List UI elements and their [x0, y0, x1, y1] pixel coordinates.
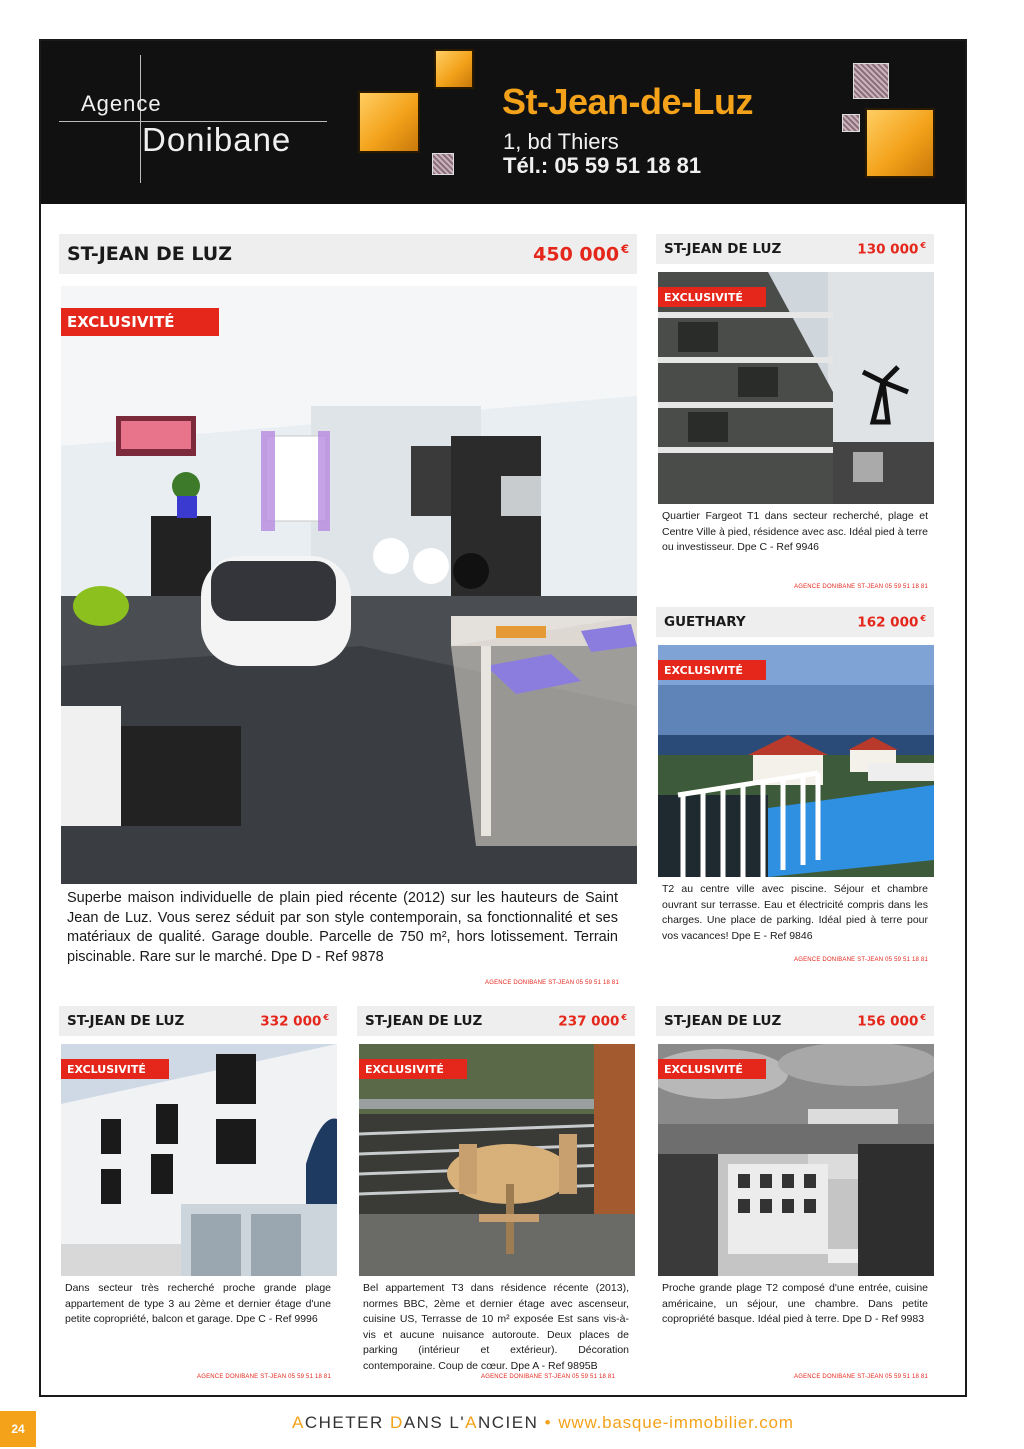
listing-description: T2 au centre ville avec piscine. Séjour et chambre ouvrant sur terrasse. Eau et électricité compris dans les charges. Une place de parking. Idéal pied à terre pour vos vacances! Dpe E - Ref 9846 [662, 883, 928, 942]
decor-gray-square-tiny [842, 114, 860, 132]
exclusivity-badge: EXCLUSIVITÉ [359, 1059, 467, 1079]
exclusivity-badge: EXCLUSIVITÉ [658, 660, 766, 680]
listing-location: ST-JEAN DE LUZ [365, 1013, 483, 1029]
listing-4[interactable] [59, 1006, 339, 1386]
listing-title-bar [59, 1006, 337, 1036]
agency-city: St-Jean-de-Luz [502, 81, 754, 122]
exclusivity-badge: EXCLUSIVITÉ [658, 1059, 766, 1079]
listing-price: 162 000 € [857, 613, 926, 631]
exclusivity-badge: EXCLUSIVITÉ [61, 1059, 169, 1079]
living-room-image [61, 286, 637, 884]
agency-phone: Tél.: 05 59 51 18 81 [503, 153, 702, 178]
listing-title-bar [656, 607, 934, 637]
listing-agency-contact: AGENCE DONIBANE ST-JEAN 05 59 51 18 81 [481, 1374, 615, 1380]
listing-location: ST-JEAN DE LUZ [67, 243, 233, 265]
listing-1[interactable] [59, 234, 639, 994]
listing-description: Quartier Fargeot T1 dans secteur recherché, plage et Centre Ville à pied, résidence avec asc. Idéal pied à terre ou investisseur. Dpe C - Ref 9946 [662, 510, 928, 553]
decor-orange-square-large [358, 91, 420, 153]
decor-gray-square [432, 153, 454, 175]
listing-location: GUETHARY [664, 614, 746, 630]
listing-photo-living-room[interactable] [61, 286, 637, 884]
listing-location: ST-JEAN DE LUZ [664, 241, 782, 257]
listing-title-bar [357, 1006, 635, 1036]
listing-price: 130 000 € [857, 240, 926, 258]
listing-location: ST-JEAN DE LUZ [67, 1013, 185, 1029]
decor-orange-square-right [865, 108, 935, 178]
logo-donibane-text: Donibane [142, 121, 292, 158]
listing-3[interactable] [656, 607, 936, 997]
listing-description: Bel appartement T3 dans résidence récente (2013), normes BBC, 2ème et dernier étage avec ascenseur, cuisine US, Terrasse de 10 m² exposée Est sans vis-à-vis et aucune nuisance autoroute. Deux places de parking (intérieur et extérieur). Décoration contemporaine. Coup de cœur. Dpe A - Ref 9895B [363, 1282, 629, 1372]
agency-header [41, 41, 965, 204]
exclusivity-badge: EXCLUSIVITÉ [658, 287, 766, 307]
listing-agency-contact: AGENCE DONIBANE ST-JEAN 05 59 51 18 81 [794, 957, 928, 963]
listing-price: 450 000 € [533, 242, 629, 266]
page-number: 24 [0, 1411, 36, 1447]
logo-agence-text: Agence [81, 91, 162, 116]
listing-price: 237 000 € [558, 1012, 627, 1030]
logo-divider-vertical [140, 55, 141, 183]
listing-5[interactable] [357, 1006, 637, 1386]
listing-location: ST-JEAN DE LUZ [664, 1013, 782, 1029]
listing-title-bar [656, 234, 934, 264]
listing-description: Proche grande plage T2 composé d'une entrée, cuisine américaine, un séjour, une chambre. Dans petite copropriété basque. Idéal pied à terre. Dpe D - Ref 9983 [662, 1282, 928, 1325]
page-frame [39, 39, 967, 1397]
listing-agency-contact: AGENCE DONIBANE ST-JEAN 05 59 51 18 81 [485, 980, 619, 986]
listing-agency-contact: AGENCE DONIBANE ST-JEAN 05 59 51 18 81 [197, 1374, 331, 1380]
listing-2[interactable] [656, 234, 936, 594]
listing-agency-contact: AGENCE DONIBANE ST-JEAN 05 59 51 18 81 [794, 1374, 928, 1380]
listing-price: 156 000 € [857, 1012, 926, 1030]
listing-title-bar [59, 234, 637, 274]
exclusivity-badge: EXCLUSIVITÉ [61, 308, 219, 336]
footer-magazine-line: ACHETER DANS L'ANCIEN • www.basque-immobilier.com [292, 1413, 794, 1432]
listing-description: Superbe maison individuelle de plain pied récente (2012) sur les hauteurs de Saint Jean de Luz. Vous serez séduit par son style contemporain, sa fonctionnalité et ses matériaux de qualité. Garage double. Parcelle de 750 m², hors lotissement. Terrain piscinable. Rare sur le marché. Dpe D - Ref 9878 [67, 890, 618, 965]
listing-price: 332 000 € [260, 1012, 329, 1030]
agency-address: 1, bd Thiers [503, 129, 619, 154]
footer-website-link[interactable]: www.basque-immobilier.com [558, 1413, 794, 1432]
listing-title-bar [656, 1006, 934, 1036]
listing-description: Dans secteur très recherché proche grande plage appartement de type 3 au 2ème et dernier étage d'une petite copropriété, balcon et garage. Dpe C - Ref 9996 [65, 1282, 331, 1325]
listing-6[interactable] [656, 1006, 936, 1386]
decor-orange-square-small [434, 49, 474, 89]
decor-gray-square-right [853, 63, 889, 99]
listing-agency-contact: AGENCE DONIBANE ST-JEAN 05 59 51 18 81 [794, 584, 928, 590]
